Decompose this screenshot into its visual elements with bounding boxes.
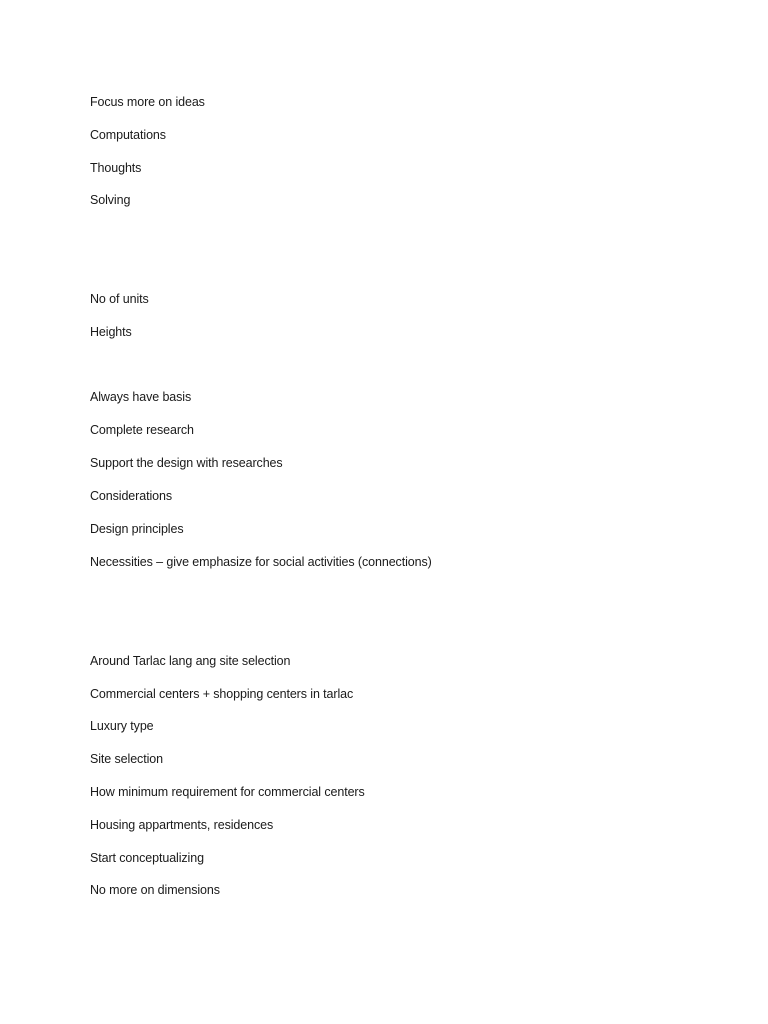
- note-line: Start conceptualizing: [90, 851, 204, 865]
- note-line: Support the design with researches: [90, 456, 283, 470]
- note-line: Computations: [90, 128, 166, 142]
- note-line: How minimum requirement for commercial centers: [90, 785, 365, 799]
- note-line: Focus more on ideas: [90, 95, 205, 109]
- note-line: Necessities – give emphasize for social activities (connections): [90, 555, 432, 569]
- note-line: No of units: [90, 292, 149, 306]
- note-line: Always have basis: [90, 390, 192, 404]
- note-line: Thoughts: [90, 161, 142, 175]
- note-line: Commercial centers + shopping centers in tarlac: [90, 687, 354, 701]
- note-line: Considerations: [90, 489, 172, 503]
- note-line: Around Tarlac lang ang site selection: [90, 654, 291, 668]
- note-line: Luxury type: [90, 719, 154, 733]
- note-line: Complete research: [90, 423, 194, 437]
- note-line: Housing appartments, residences: [90, 818, 274, 832]
- note-line: Design principles: [90, 522, 184, 536]
- note-line: Solving: [90, 193, 131, 207]
- note-line: Site selection: [90, 752, 163, 766]
- note-line: No more on dimensions: [90, 883, 220, 897]
- note-line: Heights: [90, 325, 132, 339]
